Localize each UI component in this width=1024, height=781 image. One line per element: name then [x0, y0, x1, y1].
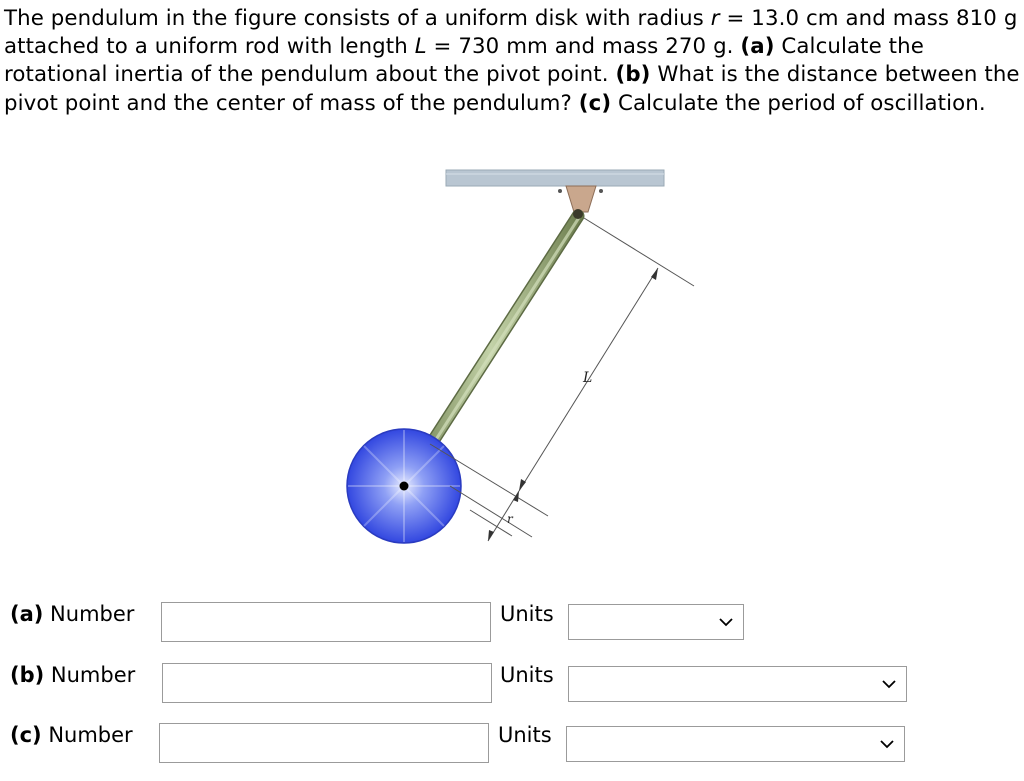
pendulum-figure: [330, 160, 710, 560]
units-select-c[interactable]: [566, 726, 905, 762]
length-label: L: [583, 370, 593, 386]
r-value: = 13.0 cm and mass 810 g attached to a uniform rod with length: [4, 6, 1018, 60]
units-label-b: Units: [500, 663, 554, 687]
pivot-point: [573, 209, 583, 219]
L-value: = 730 mm and mass 270 g.: [426, 34, 741, 60]
part-c-label: (c) Number: [10, 723, 133, 747]
pivot-mount: [566, 186, 596, 212]
part-a-tag: (a): [740, 34, 775, 60]
units-label-a: Units: [500, 602, 554, 626]
number-input-a[interactable]: [161, 602, 491, 642]
part-a-label: (a) Number: [10, 602, 135, 626]
units-select-b[interactable]: [568, 666, 907, 702]
part-b-tag: (b): [615, 62, 651, 88]
chevron-down-icon: [717, 613, 735, 631]
part-c-tag: (c): [578, 90, 612, 116]
units-select-a[interactable]: [568, 604, 744, 640]
number-input-b[interactable]: [162, 663, 492, 703]
part-a-text: Calculate the rotational inertia of the pendulum about the pivot point.: [4, 34, 924, 88]
r-symbol: r: [710, 6, 720, 31]
units-label-c: Units: [498, 723, 552, 747]
number-input-c[interactable]: [159, 723, 489, 763]
disk: [347, 429, 461, 543]
radius-label: r: [507, 512, 513, 526]
part-b-label: (b) Number: [10, 663, 136, 687]
problem-intro: The pendulum in the figure consists of a uniform disk with radius: [4, 6, 711, 31]
part-b-text: What is the distance between the pivot point and the center of mass of the pendulum?: [4, 62, 1020, 116]
problem-statement: [4, 5, 1020, 118]
chevron-down-icon: [880, 675, 898, 693]
part-c-text: Calculate the period of oscillation.: [611, 90, 986, 116]
ceiling: [446, 170, 664, 186]
chevron-down-icon: [878, 735, 896, 753]
L-symbol: L: [414, 34, 427, 60]
